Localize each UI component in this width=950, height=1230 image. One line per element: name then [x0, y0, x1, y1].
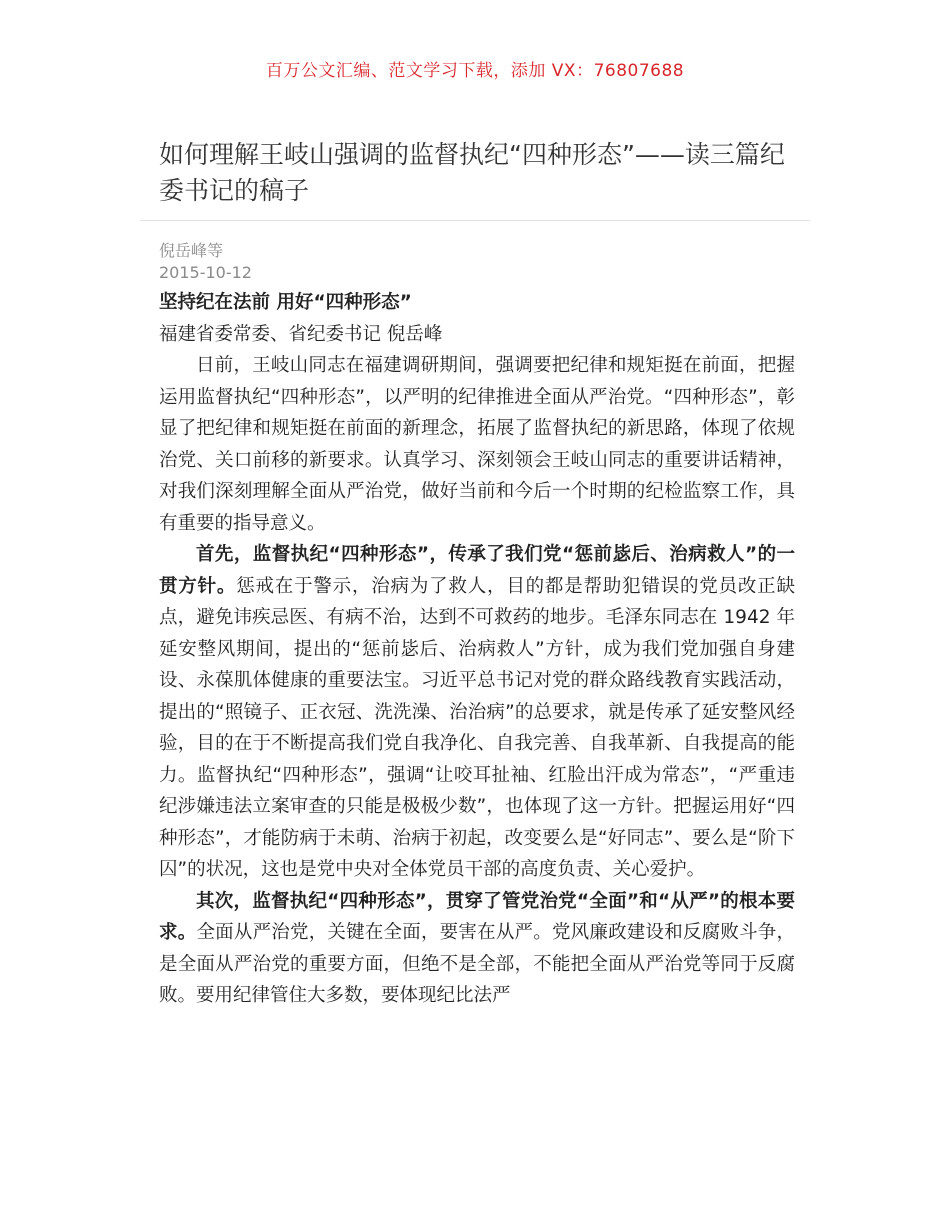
paragraph-3-body: 全面从严治党，关键在全面，要害在从严。党风廉政建设和反腐败斗争，是全面从严治党的重要方面，但绝不是全部，不能把全面从严治党等同于反腐败。要用纪律管住大多数，要体现纪比法严 — [159, 922, 795, 1006]
paragraph-3-lead: 其次，监督执纪“四种形态”，贯穿了管党治党“全面”和“从严”的根本要求。 — [159, 890, 795, 943]
paragraph-2-body: 惩戒在于警示，治病为了救人，目的都是帮助犯错误的党员改正缺点，避免讳疾忌医、有病不治，达到不可救药的地步。毛泽东同志在 1942 年延安整风期间，提出的“惩前毖后、治病救人”方针，成为我们党加强自身建设、永葆肌体健康的重要法宝。习近平总书记对党的群众路线教育实践活动，提出的“照镜子、正衣冠、洗洗澡、治治病”的总要求，就是传承了延安整风经验，目的在于不断提高我们党自我净化、自我完善、自我革新、自我提高的能力。监督执纪“四种形态”，强调“让咬耳扯袖、红脸出汗成为常态”，“严重违纪涉嫌违法立案审查的只能是极极少数”，也体现了这一方针。把握运用好“四种形态”，才能防病于未萌、治病于初起，改变要么是“好同志”、要么是“阶下囚”的状况，这也是党中央对全体党员干部的高度负责、关心爱护。 — [159, 575, 795, 880]
paragraph-2-lead: 首先，监督执纪“四种形态”，传承了我们党“惩前毖后、治病救人”的一贯方针。 — [159, 544, 795, 597]
title-divider — [140, 220, 810, 221]
paragraph-2 — [159, 539, 795, 886]
section-subtitle: 坚持纪在法前 用好“四种形态” — [159, 292, 412, 313]
article-author: 倪岳峰等 — [159, 241, 224, 260]
paragraph-3 — [159, 886, 795, 1012]
paragraph-1: 日前，王岐山同志在福建调研期间，强调要把纪律和规矩挺在前面，把握运用监督执纪“四种形态”，以严明的纪律推进全面从严治党。“四种形态”，彰显了把纪律和规矩挺在前面的新理念，拓展了监督执纪的新思路，体现了依规治党、关口前移的新要求。认真学习、深刻领会王岐山同志的重要讲话精神，对我们深刻理解全面从严治党，做好当前和今后一个时期的纪检监察工作，具有重要的指导意义。 — [159, 355, 795, 534]
article-body — [159, 287, 795, 1012]
article-title: 如何理解王岐山强调的监督执纪“四种形态”——读三篇纪委书记的稿子 — [159, 140, 785, 205]
section-byline: 福建省委常委、省纪委书记 倪岳峰 — [159, 323, 443, 345]
download-banner: 百万公文汇编、范文学习下载，添加 VX：76807688 — [265, 61, 685, 81]
article-date: 2015-10-12 — [159, 263, 252, 282]
